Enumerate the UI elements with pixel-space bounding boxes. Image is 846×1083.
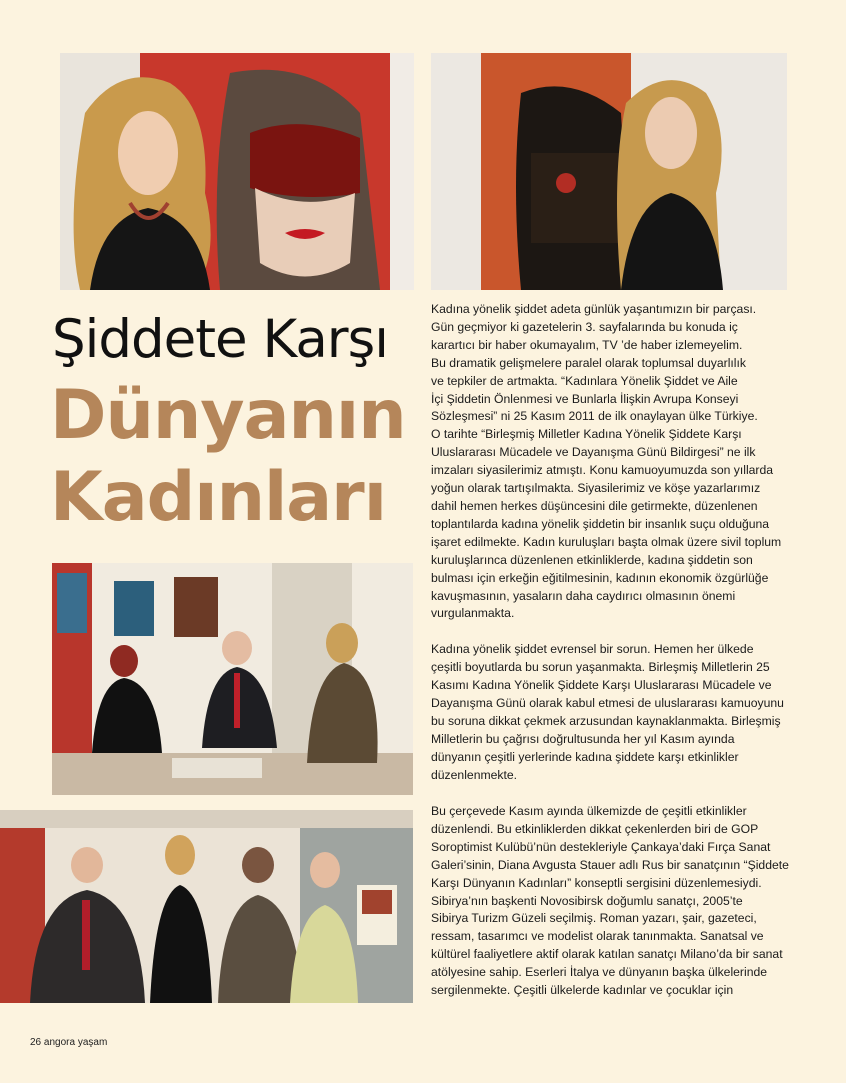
text-line: yoğun olarak tartışılmakta. Siyasilerimiz ve köşe yazarlarımız [431, 481, 761, 496]
page-number: 26 [30, 1037, 42, 1048]
paragraph-1 [431, 301, 795, 623]
text-line: düzenlendi. Bu etkinliklerden dikkat çekenlerden biri de GOP [431, 821, 759, 836]
text-line: Bu çerçevede Kasım ayında ülkemizde de çeşitli etkinlikler [431, 804, 747, 818]
magazine-name: angora yaşam [43, 1037, 108, 1048]
article-body-top [431, 301, 795, 802]
text-line: düzenlenmekte. [431, 767, 518, 782]
text-line: işaret edilmekte. Kadın kuruluşları başta olmak üzere sivil toplum [431, 534, 782, 549]
text-line: Milletlerin bu çağrısı doğrultusunda her yıl Kasım ayında [431, 731, 735, 746]
photo-artist-with-blindfold-painting [60, 53, 414, 290]
text-line: çeşitli boyutlarda bu sorun yaşanmakta. Birleşmiş Milletlerin 25 [431, 660, 770, 675]
text-line: toplantılarda kadına yönelik şiddetin bir insanlık suçu olduğuna [431, 516, 770, 531]
text-line: dünyanın çeşitli yerlerinde kadına şiddete karşı etkinlikler [431, 749, 739, 764]
text-line: bulması için erkeğin eğitilmesinin, kadının ekonomik özgürlüğe [431, 570, 769, 585]
text-line: dahil hemen herkes düşüncesini dile getirmekte, düzenlenen [431, 498, 758, 513]
text-line: Kasımı Kadına Yönelik Şiddete Karşı Uluslararası Mücadele ve [431, 678, 772, 693]
text-line: sergilenmekte. Çeşitli ülkelerde kadınlar ve çocuklar için [431, 983, 734, 998]
text-line: Dayanışma Günü olarak kabul etmesi de uluslararası kamuoyunu [431, 695, 784, 710]
text-line: vurgulanmakta. [431, 606, 515, 621]
text-line: Kadına yönelik şiddet evrensel bir sorun. Hemen her ülkede [431, 642, 754, 657]
headline-line-2: Dünyanın [50, 376, 406, 455]
text-line: ve tepkiler de artmakta. “Kadınlara Yönelik Şiddet ve Aile [431, 373, 738, 388]
text-line: kavuşmasının, yasaların daha caydırıcı olmasının önemi [431, 588, 736, 603]
text-line: ressam, tasarımcı ve modelist olarak tanınmakta. Sanatsal ve [431, 929, 764, 944]
paragraph-3 [431, 803, 795, 1000]
text-line: Soroptimist Kulübü’nün destekleriyle Çankaya’daki Fırça Sanat [431, 839, 771, 854]
article-body-bottom [431, 803, 795, 1018]
photo-standing-group [0, 810, 413, 1003]
text-line: Sibirya Turizm Güzeli seçilmiş. Roman yazarı, şair, gazeteci, [431, 911, 757, 926]
photo-seated-guests-gallery [52, 563, 413, 795]
photo-artist-with-covered-face-painting [431, 53, 787, 290]
text-line: Gün geçmiyor ki gazetelerin 3. sayfalarında bu konuda iç [431, 319, 738, 334]
text-line: bu soruna dikkat çekmek arzusundan kaynaklanmakta. Birleşmiş [431, 713, 781, 728]
text-line: Bu dramatik gelişmelere paralel olarak toplumsal duyarlılık [431, 355, 746, 370]
text-line: İçi Şiddetin Önlenmesi ve Bunlarla İlişkin Avrupa Konseyi [431, 391, 739, 406]
text-line: kuruluşlarınca düzenlenen etkinliklerde, kadına şiddetin son [431, 552, 753, 567]
text-line: Sözleşmesi” ni 25 Kasım 2011 de ilk onaylayan ülke Türkiye. [431, 409, 758, 424]
page-footer [30, 1037, 107, 1048]
text-line: atölyesine sahip. Eserleri İtalya ve dünyanın başka ülkelerinde [431, 965, 768, 980]
text-line: Karşı Dünyanın Kadınları” konseptli sergisini düzenlemesiydi. [431, 875, 762, 890]
text-line: Galeri’sinin, Diana Avgusta Stauer adlı Rus bir sanatçının “Şiddete [431, 857, 789, 872]
text-line: Sibirya’nın başkenti Novosibirsk doğumlu sanatçı, 2005’te [431, 893, 743, 908]
headline-line-3: Kadınları [50, 458, 387, 537]
text-line: karartıcı bir haber okumayalım, TV ’de haber izlemeyelim. [431, 337, 743, 352]
text-line: O tarihte “Birleşmiş Milletler Kadına Yönelik Şiddete Karşı [431, 427, 742, 442]
text-line: Kadına yönelik şiddet adeta günlük yaşantımızın bir parçası. [431, 302, 757, 316]
paragraph-2 [431, 641, 795, 784]
headline-line-1: Şiddete Karşı [52, 309, 388, 370]
text-line: imzaları siyasilerimiz atmıştı. Konu kamuoyumuzda son yıllarda [431, 463, 774, 478]
text-line: Uluslararası Mücadele ve Dayanışma Günü Bildirgesi” ne ilk [431, 445, 756, 460]
text-line: kültürel faaliyetlere aktif olarak katılan sanatçı Milano’da bir sanat [431, 947, 783, 962]
